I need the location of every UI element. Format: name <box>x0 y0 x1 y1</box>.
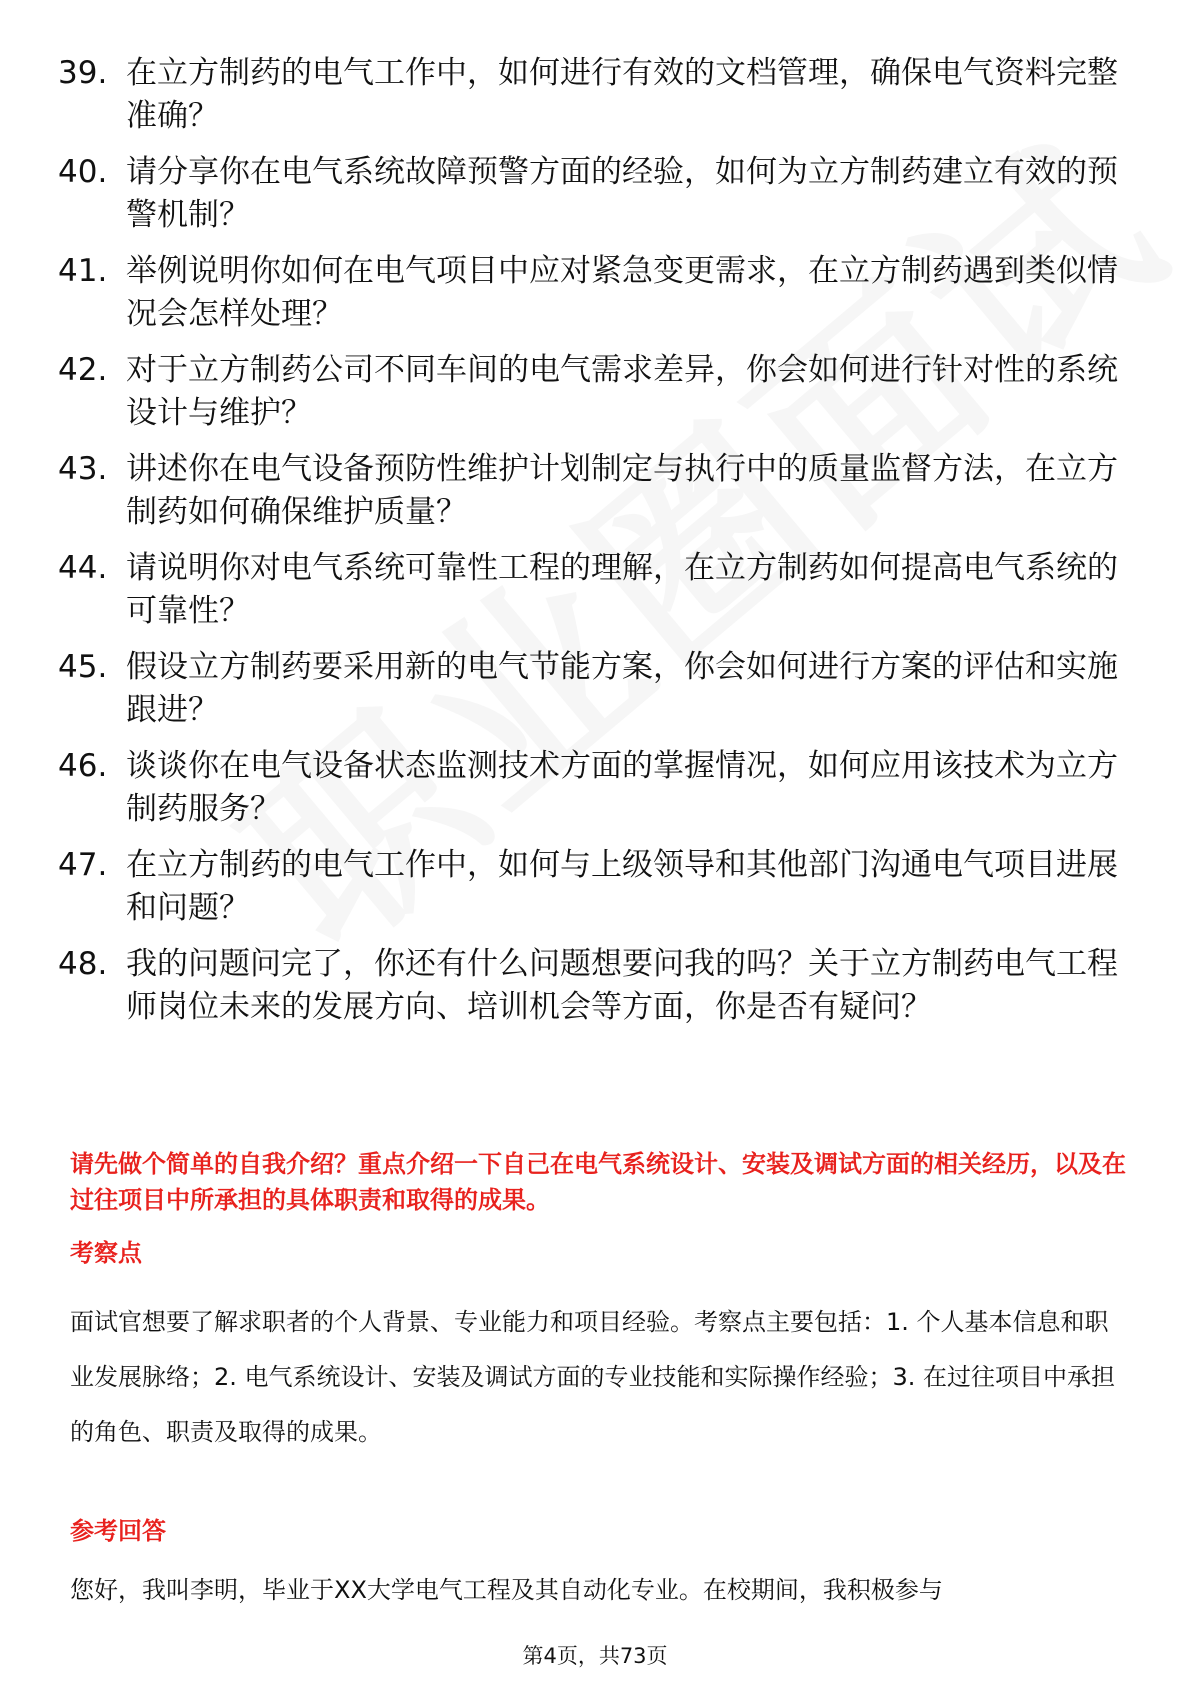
question-number: 43. <box>58 451 108 487</box>
question-number: 47. <box>58 847 108 883</box>
question-text: 假设立方制药要采用新的电气节能方案，你会如何进行方案的评估和实施跟进？ <box>126 649 1118 728</box>
question-item <box>58 943 1138 1029</box>
highlight-question: 请先做个简单的自我介绍？重点介绍一下自己在电气系统设计、安装及调试方面的相关经历，以及在过往项目中所承担的具体职责和取得的成果。 <box>70 1150 1126 1214</box>
question-list <box>58 52 1138 1042</box>
cankao-text: 您好，我叫李明，毕业于XX大学电气工程及其自动化专业。在校期间，我积极参与 <box>70 1576 943 1604</box>
question-item <box>58 646 1138 732</box>
section-label-cankao: 参考回答 <box>70 1517 166 1545</box>
question-number: 39. <box>58 55 108 91</box>
question-item <box>58 844 1138 930</box>
question-item <box>58 250 1138 336</box>
question-number: 45. <box>58 649 108 685</box>
question-number: 46. <box>58 748 108 784</box>
question-text: 在立方制药的电气工作中，如何与上级领导和其他部门沟通电气项目进展和问题？ <box>126 847 1118 926</box>
question-number: 40. <box>58 154 108 190</box>
question-text: 请说明你对电气系统可靠性工程的理解，在立方制药如何提高电气系统的可靠性？ <box>126 550 1118 629</box>
question-number: 48. <box>58 946 108 982</box>
question-text: 请分享你在电气系统故障预警方面的经验，如何为立方制药建立有效的预警机制？ <box>126 154 1118 233</box>
question-text: 举例说明你如何在电气项目中应对紧急变更需求，在立方制药遇到类似情况会怎样处理？ <box>126 253 1118 332</box>
question-item <box>58 547 1138 633</box>
question-text: 对于立方制药公司不同车间的电气需求差异，你会如何进行针对性的系统设计与维护？ <box>126 352 1118 431</box>
question-text: 在立方制药的电气工作中，如何进行有效的文档管理，确保电气资料完整准确？ <box>126 55 1118 134</box>
question-number: 41. <box>58 253 108 289</box>
question-text: 讲述你在电气设备预防性维护计划制定与执行中的质量监督方法，在立方制药如何确保维护质量？ <box>126 451 1118 530</box>
page-footer: 第4页，共73页 <box>522 1644 668 1668</box>
question-number: 42. <box>58 352 108 388</box>
question-item <box>58 52 1138 138</box>
question-number: 44. <box>58 550 108 586</box>
question-item <box>58 349 1138 435</box>
question-item <box>58 448 1138 534</box>
question-item <box>58 151 1138 237</box>
kaochadian-text: 面试官想要了解求职者的个人背景、专业能力和项目经验。考察点主要包括：1. 个人基本信息和职业发展脉络；2. 电气系统设计、安装及调试方面的专业技能和实际操作经验；3. 在过往项目中承担的角色、职责及取得的成果。 <box>70 1308 1116 1446</box>
question-text: 我的问题问完了，你还有什么问题想要问我的吗？关于立方制药电气工程师岗位未来的发展方向、培训机会等方面，你是否有疑问？ <box>126 946 1118 1025</box>
question-item <box>58 745 1138 831</box>
section-label-kaochadian: 考察点 <box>70 1239 142 1267</box>
question-text: 谈谈你在电气设备状态监测技术方面的掌握情况，如何应用该技术为立方制药服务？ <box>126 748 1118 827</box>
